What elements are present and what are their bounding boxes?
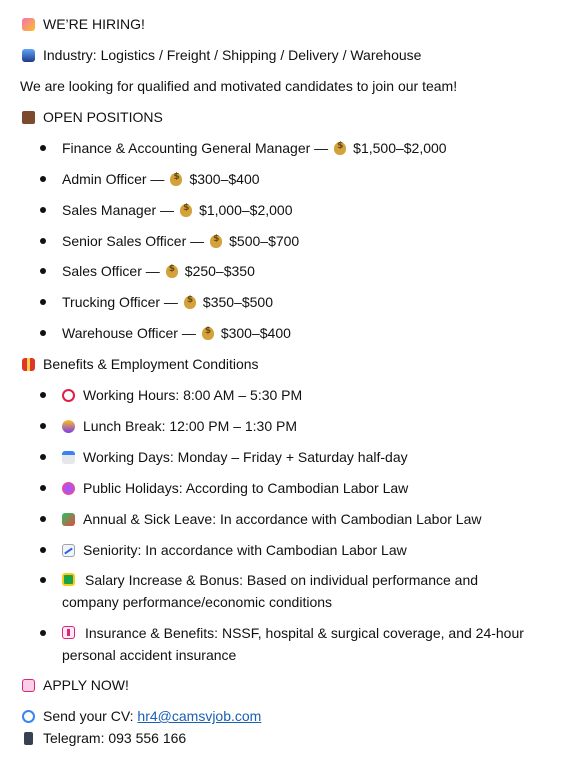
bullet <box>40 577 46 583</box>
benefit-text: Public Holidays: According to Cambodian Labor Law <box>83 480 409 496</box>
alarm-clock-icon <box>62 389 75 402</box>
hiring-title: WE’RE HIRING! <box>43 16 145 32</box>
benefit-text: Annual & Sick Leave: In accordance with Cambodian Labor Law <box>83 511 482 527</box>
benefit-text: Working Days: Monday – Friday + Saturday half-day <box>83 449 408 465</box>
position-item <box>62 261 567 281</box>
position-title: Finance & Accounting General Manager — <box>62 140 329 156</box>
position-title: Trucking Officer — <box>62 294 178 310</box>
bullet <box>40 423 46 429</box>
position-title: Sales Manager — <box>62 202 175 218</box>
position-item <box>62 138 567 158</box>
position-title: Admin Officer — <box>62 171 165 187</box>
position-salary: $1,500–$2,000 <box>353 140 447 156</box>
briefcase-icon <box>22 111 35 124</box>
bullet <box>40 630 46 636</box>
bullet <box>40 299 46 305</box>
bullet <box>40 516 46 522</box>
benefit-item <box>62 385 567 405</box>
bullet <box>40 330 46 336</box>
position-salary: $250–$350 <box>184 263 255 279</box>
industry-text: Industry: Logistics / Freight / Shipping / Delivery / Warehouse <box>43 47 422 63</box>
position-item <box>62 169 567 189</box>
telegram-line <box>22 728 567 748</box>
positions-heading-text: OPEN POSITIONS <box>43 109 163 125</box>
apply-heading-text: APPLY NOW! <box>43 677 129 693</box>
benefit-item <box>62 447 567 467</box>
party-icon <box>22 18 35 31</box>
email-icon <box>22 710 35 723</box>
money-bag-icon <box>170 173 182 186</box>
intro-text: We are looking for qualified and motivated candidates to join our team! <box>20 78 458 94</box>
position-item <box>62 292 567 312</box>
money-bag-icon <box>184 296 196 309</box>
money-bag-icon <box>180 204 192 217</box>
position-item <box>62 231 567 251</box>
chart-increasing-icon <box>62 544 75 557</box>
positions-heading <box>22 107 567 127</box>
position-title: Senior Sales Officer — <box>62 233 205 249</box>
benefit-item <box>62 509 567 529</box>
money-bag-icon <box>202 327 214 340</box>
position-title: Sales Officer — <box>62 263 160 279</box>
benefit-text: Lunch Break: 12:00 PM – 1:30 PM <box>83 418 298 434</box>
food-icon <box>62 420 75 433</box>
benefits-heading-text: Benefits & Employment Conditions <box>43 356 259 372</box>
leave-icon <box>62 513 75 526</box>
money-bag-icon <box>334 142 346 155</box>
bullet <box>40 392 46 398</box>
bullet <box>40 207 46 213</box>
benefit-item <box>62 416 567 436</box>
cash-icon <box>62 573 75 586</box>
benefit-text: Working Hours: 8:00 AM – 5:30 PM <box>83 387 303 403</box>
position-item <box>62 323 567 343</box>
bullet <box>40 176 46 182</box>
bullet <box>40 268 46 274</box>
position-salary: $300–$400 <box>220 325 291 341</box>
bullet <box>40 145 46 151</box>
gift-icon <box>22 358 35 371</box>
building-icon <box>22 49 35 62</box>
position-item <box>62 200 567 220</box>
position-salary: $350–$500 <box>202 294 273 310</box>
bullet <box>40 485 46 491</box>
benefit-item <box>62 478 567 498</box>
calendar-icon <box>62 451 75 464</box>
apply-heading <box>22 675 567 695</box>
position-salary: $500–$700 <box>229 233 300 249</box>
position-salary: $1,000–$2,000 <box>199 202 293 218</box>
inbox-icon <box>22 679 35 692</box>
industry-line <box>22 45 567 65</box>
benefits-heading <box>22 354 567 374</box>
hiring-heading <box>22 14 567 34</box>
benefit-text: Salary Increase & Bonus: Based on individual performance and company performance/economic conditions <box>62 572 479 610</box>
benefit-text: Insurance & Benefits: NSSF, hospital & surgical coverage, and 24-hour personal accident insurance <box>62 625 524 663</box>
cv-line <box>22 706 567 726</box>
money-bag-icon <box>166 265 178 278</box>
phone-icon <box>24 732 33 745</box>
benefit-item <box>62 540 567 560</box>
cv-label: Send your CV: <box>43 708 134 724</box>
hospital-icon <box>62 626 75 639</box>
fireworks-icon <box>62 482 75 495</box>
position-title: Warehouse Officer — <box>62 325 196 341</box>
bullet <box>40 547 46 553</box>
benefit-item <box>62 569 532 613</box>
bullet <box>40 454 46 460</box>
benefit-text: Seniority: In accordance with Cambodian Labor Law <box>83 542 407 558</box>
telegram-text: Telegram: 093 556 166 <box>43 730 187 746</box>
money-bag-icon <box>210 235 222 248</box>
email-link[interactable]: hr4@camsvjob.com <box>137 708 262 724</box>
position-salary: $300–$400 <box>189 171 260 187</box>
benefit-item <box>62 622 532 666</box>
bullet <box>40 238 46 244</box>
